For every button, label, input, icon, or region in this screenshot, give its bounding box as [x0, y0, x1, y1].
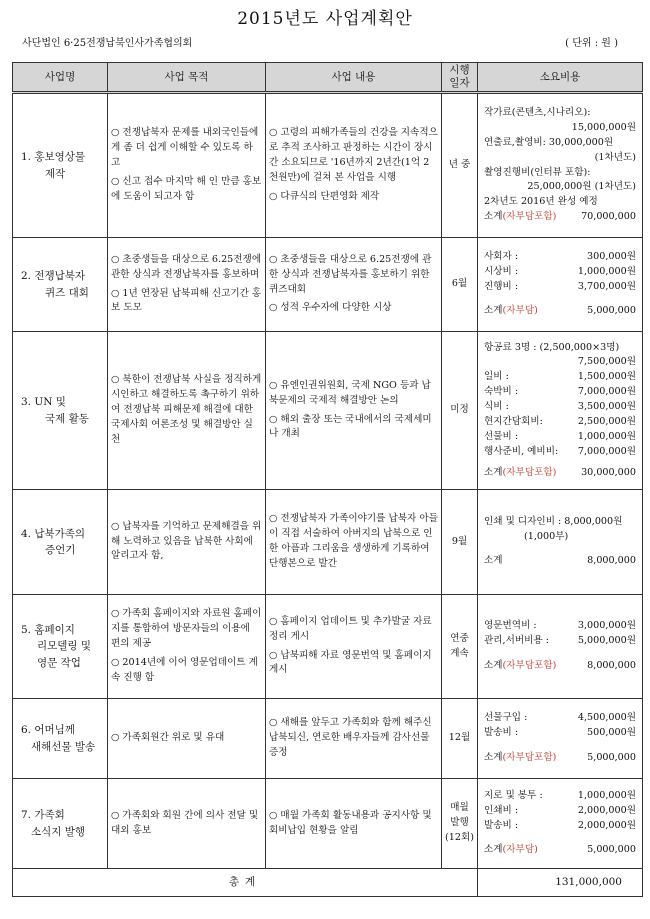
content-item: ○ 납북피해 자료 영문번역 및 홈페이지 게시 — [269, 649, 432, 676]
cost-item: 발송비 : 2,000,000원 — [484, 819, 636, 831]
subtotal-note: (자부담) — [502, 844, 538, 856]
cost-line: 25,000,000원 (1차년도) — [527, 181, 636, 193]
cost-item: 인쇄비 : 2,000,000원 — [484, 804, 636, 816]
row-purpose — [108, 490, 266, 595]
row-name-line: 6. 어머님께 — [21, 724, 75, 737]
row-name — [13, 332, 108, 490]
subtotal-line — [484, 554, 636, 569]
cost-line: 15,000,000원 — [571, 121, 636, 133]
cost-line: 작가료(콘텐츠,시나리오): — [484, 107, 591, 119]
row-name-line: 제작 — [45, 167, 66, 180]
row-purpose — [108, 699, 266, 779]
cost-line: 항공료 3명 : (2,500,000×3명) — [484, 341, 620, 353]
subtotal-value: 8,000,000 — [587, 659, 636, 671]
row-name — [13, 595, 108, 699]
row-date: 미정 — [442, 332, 478, 490]
cost-line: 연출료,촬영비: 30,000,000원 — [484, 136, 614, 148]
organization-name: 사단법인 6·25전쟁납북인사가족협의회 — [22, 38, 193, 49]
page-title: 2015년도 사업계획안 — [237, 9, 413, 29]
cost-item: 관리,서버비용 : 5,000,000원 — [484, 635, 636, 647]
subtotal-value: 8,000,000 — [587, 555, 636, 567]
purpose-item: ○ 초중생들을 대상으로 6.25전쟁에 관한 상식과 전쟁납북자를 홍보하며 — [111, 253, 262, 280]
row-content — [266, 595, 442, 699]
cost-item: 영문번역비 : 3,000,000원 — [484, 620, 636, 632]
table-row — [13, 93, 643, 238]
cost-line: 촬영진행비(인터뷰 포함): — [484, 166, 591, 178]
subtotal-label: 소계 — [484, 211, 503, 223]
content-item: ○ 매월 가족회 활동내용과 공지사항 및 회비납입 현황을 알림 — [269, 809, 432, 836]
subtotal-label: 소계 — [484, 466, 503, 478]
header-date — [442, 63, 478, 93]
subtotal-label: 소계 — [484, 844, 503, 856]
row-name-line: 4. 납북가족의 — [21, 527, 86, 540]
content-item: ○ 해외 출장 또는 국내에서의 국제세미나 개최 — [269, 413, 432, 440]
table-row — [13, 490, 643, 595]
row-cost — [478, 699, 643, 779]
cost-line: 인쇄 및 디자인비 : 8,000,000원 — [484, 515, 623, 527]
row-date: 12월 — [442, 699, 478, 779]
row-name — [13, 699, 108, 779]
row-content — [266, 332, 442, 490]
row-cost — [478, 490, 643, 595]
row-name-line: 새해선물 발송 — [31, 740, 96, 753]
business-plan-table — [12, 62, 643, 897]
table-row — [13, 238, 643, 332]
row-cost — [478, 238, 643, 332]
subtotal-label: 소계 — [484, 555, 503, 567]
cost-item: 일비 : 1,500,000원 — [484, 371, 636, 383]
subtotal-value: 5,000,000 — [587, 844, 636, 856]
row-date: 6월 — [442, 238, 478, 332]
cost-item: 식비 : 3,500,000원 — [484, 401, 636, 413]
row-name-line: 리모델링 및 — [37, 640, 92, 653]
table-row — [13, 332, 643, 490]
cost-item: 진행비 : 3,700,000원 — [484, 280, 636, 292]
purpose-item: ○ 가족회 홈페이지와 자료원 홈페이지를 통합하여 방문자들의 이용에 편의 제공 — [111, 608, 262, 650]
purpose-item: ○ 1년 연장된 납북피해 신고기간 홍보 도모 — [111, 287, 262, 314]
content-item: ○ 유엔인권위원회, 국제 NGO 등과 납북문제의 국제적 해결방안 논의 — [269, 379, 431, 406]
subtotal-note: (자부담포함) — [502, 466, 557, 478]
row-cost — [478, 93, 643, 238]
row-content — [266, 238, 442, 332]
header-row — [13, 63, 643, 93]
grand-total-value: 131,000,000 — [478, 869, 643, 897]
row-name-line: 2. 전쟁납북자 — [21, 270, 86, 283]
row-name-line: 5. 홈페이지 — [21, 624, 75, 637]
row-purpose — [108, 332, 266, 490]
purpose-item: ○ 가족회와 회원 간에 의사 전달 및 대외 홍보 — [111, 809, 259, 836]
row-name — [13, 779, 108, 869]
row-name-line: 퀴즈 대회 — [45, 286, 89, 299]
row-purpose — [108, 595, 266, 699]
table-row — [13, 595, 643, 699]
row-cost — [478, 595, 643, 699]
row-content — [266, 490, 442, 595]
subtotal-line — [484, 843, 636, 858]
cost-item: 발송비 : 500,000원 — [484, 727, 636, 739]
row-cost — [478, 332, 643, 490]
content-item: ○ 고령의 피해가족들의 건강을 지속적으로 추적 조사하고 판정하는 시간이 장시간 소요되므로 '16년까지 2년간(1억 2천원만)에 걸쳐 본 사업을 시행 — [269, 127, 438, 183]
header-purpose: 사업 목적 — [108, 63, 266, 93]
header-name: 사업명 — [13, 63, 108, 93]
subtotal-value: 30,000,000 — [581, 466, 636, 478]
row-date: 매월 발행 (12회) — [442, 779, 478, 869]
row-date: 연중 계속 — [442, 595, 478, 699]
row-content — [266, 779, 442, 869]
header-date-line1: 시행 — [449, 64, 470, 77]
subtotal-value: 5,000,000 — [587, 305, 636, 317]
purpose-item: ○ 2014년에 이어 영문업데이트 계속 진행 함 — [111, 656, 258, 683]
cost-line: (1,000부) — [524, 530, 569, 542]
cost-item: 시상비 : 1,000,000원 — [484, 265, 636, 277]
row-name-line: 소식지 발행 — [31, 825, 86, 838]
cost-item: 행사준비, 예비비: 7,000,000원 — [484, 445, 636, 457]
subtotal-line — [484, 659, 636, 674]
row-name-line: 1. 홍보영상물 — [21, 151, 86, 164]
grand-total-label: 총계 — [13, 869, 478, 897]
cost-item: 현지간담회비: 2,500,000원 — [484, 415, 636, 427]
header-date-line2: 일자 — [449, 77, 470, 89]
cost-line: 2차년도 2016년 완성 예정 — [484, 196, 598, 208]
row-date: 년 중 — [442, 93, 478, 238]
row-name — [13, 490, 108, 595]
cost-item: 사회자 : 300,000원 — [484, 250, 636, 262]
subtotal-value: 5,000,000 — [587, 751, 636, 763]
purpose-item: ○ 전쟁납북자 문제를 내외국인들에게 좀 더 쉽게 이해할 수 있도록 하고 — [111, 127, 259, 169]
cost-item: 숙박비 : 7,000,000원 — [484, 386, 636, 398]
subtotal-line — [484, 210, 636, 225]
purpose-item: ○ 납북자를 기억하고 문제해결을 위해 노력하고 있음을 납북한 사회에 알리고자 함, — [111, 520, 262, 562]
subtotal-note: (자부담포함) — [502, 211, 557, 223]
subtotal-note: (자부담포함) — [502, 751, 557, 763]
subtotal-line — [484, 466, 636, 481]
row-name-line: 증언기 — [45, 544, 76, 556]
cost-item: 선물구입 : 4,500,000원 — [484, 712, 636, 724]
row-name-line: 3. UN 및 — [21, 396, 66, 409]
table-row — [13, 779, 643, 869]
subtotal-note: (자부담) — [502, 305, 538, 317]
content-item: ○ 다큐식의 단편영화 제작 — [269, 190, 380, 202]
subtotal-label: 소계 — [484, 305, 503, 317]
content-item: ○ 전쟁납북자 가족이야기를 납북자 아들이 직접 서술하여 아버지의 납북으로 인한 아픔과 그리움을 생생하게 기록하여 단행본으로 발간 — [269, 513, 438, 569]
subtotal-label: 소계 — [484, 751, 503, 763]
subtotal-note: (자부담포함) — [502, 659, 557, 671]
cost-item: 지로 및 봉투 : 1,000,000원 — [484, 789, 636, 801]
row-name — [13, 93, 108, 238]
row-date: 9월 — [442, 490, 478, 595]
subtotal-line — [484, 304, 636, 319]
row-name-line: 영문 작업 — [37, 656, 81, 669]
cost-line: 7,500,000원 — [577, 356, 636, 368]
row-content — [266, 93, 442, 238]
subtotal-label: 소계 — [484, 659, 503, 671]
row-purpose — [108, 93, 266, 238]
purpose-item: ○ 신고 접수 마지막 해 인 만큼 홍보에 도움이 되고자 함 — [111, 175, 262, 202]
row-name-line: 국제 활동 — [45, 412, 89, 425]
header-content: 사업 내용 — [266, 63, 442, 93]
row-purpose — [108, 779, 266, 869]
row-purpose — [108, 238, 266, 332]
content-item: ○ 새해를 앞두고 가족회와 함께 해주신 납북되신, 연로한 배우자들께 감사선물 증정 — [269, 717, 432, 758]
row-name — [13, 238, 108, 332]
unit-note: ( 단위 : 원 ) — [565, 38, 618, 49]
cost-item: 선물비 : 1,000,000원 — [484, 430, 636, 442]
header-cost: 소요비용 — [478, 63, 643, 93]
purpose-item: ○ 북한이 전쟁납북 사실을 정직하게 시인하고 해결하도록 촉구하기 위하여 전쟁납북 피해문제 해결에 대한 국제사회 여론조성 및 해결방안 실천 — [111, 374, 262, 445]
cost-line: (1차년도) — [594, 151, 636, 163]
grand-total-row — [13, 869, 643, 897]
row-cost — [478, 779, 643, 869]
table-row — [13, 699, 643, 779]
content-item: ○ 초중생들을 대상으로 6.25전쟁에 관한 상식과 전쟁납북자를 홍보하기 위한 퀴즈대회 — [269, 253, 432, 295]
row-content — [266, 699, 442, 779]
subtotal-value: 70,000,000 — [581, 211, 636, 223]
content-item: ○ 홈페이지 업데이트 및 추가발굴 자료 정리 게시 — [269, 615, 432, 642]
content-item: ○ 성적 우수자에 다양한 시상 — [269, 302, 392, 314]
purpose-item: ○ 가족회원간 위로 및 유대 — [111, 732, 225, 744]
row-name-line: 7. 가족회 — [21, 809, 65, 822]
subtotal-line — [484, 751, 636, 766]
